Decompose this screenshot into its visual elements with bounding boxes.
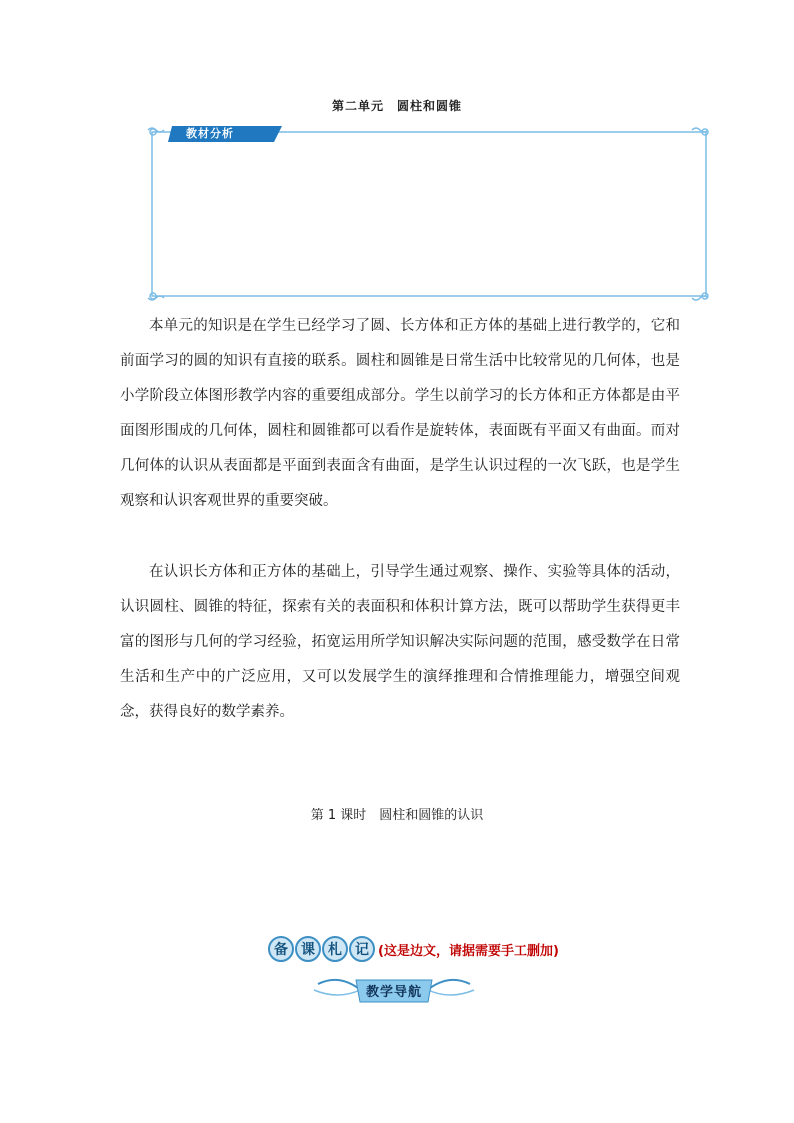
analysis-label: 教材分析 (186, 127, 234, 140)
lesson-title: 第 1 课时 圆柱和圆锥的认识 (310, 808, 484, 823)
textbook-analysis-box (146, 124, 712, 302)
teaching-nav-banner (312, 972, 476, 1006)
prep-notes-banner (268, 934, 559, 964)
nav-label: 教学导航 (365, 985, 422, 1000)
prep-note: (这是边文，请据需要手工删加) (378, 943, 559, 959)
prep-char-2: 课 (295, 936, 321, 962)
unit-title: 第二单元 圆柱和圆锥 (331, 99, 462, 113)
prep-char-1: 备 (268, 936, 294, 962)
paragraph-unit-overview: 本单元的知识是在学生已经学习了圆、长方体和正方体的基础上进行教学的，它和前面学习的圆的知识有直接的联系。圆柱和圆锥是日常生活中比较常见的几何体，也是小学阶段立体图形教学内容的重要组成部分。学生以前学习的长方体和正方体都是由平面图形围成的几何体，圆柱和圆锥都可以看作是旋转体，表面既有平面又有曲面。而对几何体的认识从表面都是平面到表面含有曲面，是学生认识过程的一次飞跃，也是学生观察和认识客观世界的重要突破。 (120, 318, 680, 509)
decorative-frame (146, 124, 712, 302)
prep-char-3: 札 (322, 936, 348, 962)
paragraph-unit-goals: 在认识长方体和正方体的基础上，引导学生通过观察、操作、实验等具体的活动，认识圆柱、圆锥的特征，探索有关的表面积和体积计算方法，既可以帮助学生获得更丰富的图形与几何的学习经验，拓宽运用所学知识解决实际问题的范围，感受数学在日常生活和生产中的广泛应用，又可以发展学生的演绎推理和合情推理能力，增强空间观念，获得良好的数学素养。 (120, 564, 680, 720)
prep-char-4: 记 (349, 936, 375, 962)
